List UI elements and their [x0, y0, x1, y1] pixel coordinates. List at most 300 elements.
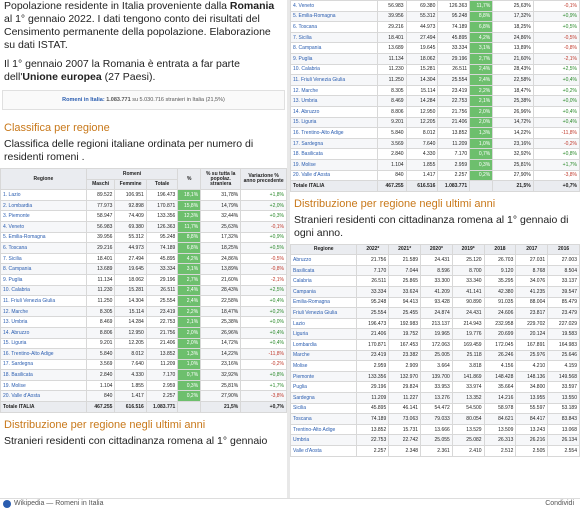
share-cell: 15,8%: [178, 200, 201, 211]
region-link[interactable]: 12. Marche: [1, 306, 87, 317]
region-link[interactable]: 20. Valle d'Aosta: [1, 391, 87, 402]
region-link[interactable]: 19. Molise: [1, 380, 87, 391]
share-cell: 12,3%: [178, 211, 201, 222]
table-row: [291, 287, 580, 298]
table-cell: 13.852: [146, 349, 177, 360]
region-link[interactable]: Lazio: [291, 318, 357, 329]
year-header[interactable]: 2020*: [421, 244, 453, 255]
table-cell: 33.334: [438, 43, 470, 54]
year-cell: 21.756: [357, 255, 389, 266]
table-cell: 3.569: [377, 138, 406, 149]
region-link[interactable]: Marche: [291, 350, 357, 361]
intro-text-rest: al 1° gennaio 2022. I dati tengono conto dei risultati del Censimento permanente della popolazione. Elaborazione su dati ISTAT.: [4, 13, 271, 51]
variation-cell: +0,4%: [533, 75, 579, 86]
year-cell: 19.776: [452, 329, 484, 340]
table-cell: 14,72%: [201, 338, 241, 349]
intro-text: Popolazione residente in Italia proveniente dalla: [4, 0, 230, 12]
table-cell: 4.330: [115, 370, 146, 381]
year-cell: 25.005: [421, 350, 453, 361]
region-link[interactable]: 8. Campania: [291, 43, 378, 54]
total-cell: [470, 181, 493, 192]
share-cell: 3,1%: [178, 264, 201, 275]
year-cell: 25.120: [452, 255, 484, 266]
table-row: [1, 243, 287, 254]
table-row: [291, 340, 580, 351]
header-variazione[interactable]: Variazione % anno precedente: [241, 169, 287, 190]
table-cell: 8.012: [406, 128, 438, 139]
year-cell: 24.431: [452, 308, 484, 319]
year-header[interactable]: 2017: [516, 244, 548, 255]
year-cell: 95.248: [357, 297, 389, 308]
table-cell: 9.201: [377, 117, 406, 128]
table-row: [291, 159, 580, 170]
share-cell: 11,7%: [470, 1, 493, 12]
year-cell: 90.890: [452, 297, 484, 308]
table-cell: 32,92%: [201, 370, 241, 381]
table-cell: 39.956: [86, 232, 115, 243]
region-link[interactable]: 18. Basilicata: [1, 370, 87, 381]
share-cell: 2,1%: [470, 96, 493, 107]
year-cell: 2.909: [389, 361, 421, 372]
header-percent[interactable]: %: [178, 169, 201, 190]
table-cell: 92.898: [115, 200, 146, 211]
table-cell: 44.973: [115, 243, 146, 254]
table-row: [291, 445, 580, 456]
total-label: Totale ITALIA: [291, 181, 378, 192]
table-cell: 840: [86, 391, 115, 402]
region-link[interactable]: 11. Friuli Venezia Giulia: [291, 75, 378, 86]
region-link[interactable]: Abruzzo: [291, 255, 357, 266]
year-cell: 213.137: [421, 318, 453, 329]
region-link[interactable]: 7. Sicilia: [291, 32, 378, 43]
region-link[interactable]: 10. Calabria: [291, 64, 378, 75]
region-link[interactable]: 12. Marche: [291, 85, 378, 96]
year-cell: 148.136: [516, 371, 548, 382]
share-cell: 0,3%: [470, 159, 493, 170]
bottom-page-title[interactable]: Wikipedia — Romeni in Italia: [14, 500, 104, 507]
total-row: [1, 402, 287, 413]
year-cell: 13.509: [484, 424, 516, 435]
year-header[interactable]: 2019*: [452, 244, 484, 255]
table-row: [291, 414, 580, 425]
region-link[interactable]: 8. Campania: [1, 264, 87, 275]
table-cell: 133.356: [146, 211, 177, 222]
year-cell: 34.800: [516, 382, 548, 393]
year-cell: 74.189: [357, 414, 389, 425]
year-cell: 229.702: [516, 318, 548, 329]
region-link[interactable]: 16. Trentino-Alto Adige: [291, 128, 378, 139]
table-cell: 27.494: [406, 32, 438, 43]
table-cell: 95.248: [146, 232, 177, 243]
table-cell: 12.950: [406, 106, 438, 117]
variation-cell: +0,0%: [241, 317, 287, 328]
summary-rest: su 5.030.716 stranieri in Italia (21,5%): [132, 97, 225, 103]
share-cell: 6,8%: [178, 243, 201, 254]
eu-link[interactable]: Unione europea: [22, 71, 102, 83]
year-cell: 26.246: [484, 350, 516, 361]
table-row: [291, 255, 580, 266]
variation-cell: -0,5%: [533, 32, 579, 43]
table-cell: 18,25%: [201, 243, 241, 254]
year-cell: 7.170: [357, 265, 389, 276]
table-row: [291, 149, 580, 160]
table-cell: 4.330: [406, 149, 438, 160]
total-cell: 616.516: [115, 402, 146, 413]
table-cell: 17,32%: [493, 11, 533, 22]
year-cell: 24.606: [484, 308, 516, 319]
table-cell: 21,60%: [201, 274, 241, 285]
region-link[interactable]: Lombardia: [291, 340, 357, 351]
table-cell: 14,22%: [201, 349, 241, 360]
table-row: [291, 265, 580, 276]
year-cell: 3.818: [452, 361, 484, 372]
table-cell: 1.104: [377, 159, 406, 170]
table-cell: 23.419: [438, 85, 470, 96]
table-row: [1, 285, 287, 296]
variation-cell: +0,4%: [533, 117, 579, 128]
table-cell: 19.645: [406, 43, 438, 54]
year-cell: 170.871: [357, 340, 389, 351]
share-cell: 2,2%: [178, 306, 201, 317]
share-cell: 3,1%: [470, 43, 493, 54]
region-link[interactable]: Valle d'Aosta: [291, 445, 357, 456]
region-link[interactable]: 4. Veneto: [1, 221, 87, 232]
table-row: [1, 274, 287, 285]
table-cell: 12.205: [406, 117, 438, 128]
year-header[interactable]: 2016: [548, 244, 580, 255]
share-cell: 2,4%: [178, 296, 201, 307]
distribuzione-heading: Distribuzione per regione negli ultimi anni: [294, 197, 496, 210]
year-cell: 24.874: [421, 308, 453, 319]
distribuzione-heading-left: Distribuzione per regione negli ultimi anni: [4, 418, 206, 431]
share-cell: 4,2%: [178, 253, 201, 264]
variation-cell: -0,2%: [533, 138, 579, 149]
year-cell: 25.082: [452, 435, 484, 446]
variation-cell: +0,2%: [533, 85, 579, 96]
region-link[interactable]: 3. Piemonte: [1, 211, 87, 222]
distribuzione-description-left: Stranieri residenti con cittadinanza romena al 1° gennaio: [4, 434, 268, 447]
table-cell: 2.959: [438, 159, 470, 170]
region-link[interactable]: 9. Puglia: [291, 53, 378, 64]
year-cell: 149.568: [548, 371, 580, 382]
table-row: [291, 403, 580, 414]
region-link[interactable]: Campania: [291, 287, 357, 298]
region-link[interactable]: Piemonte: [291, 371, 357, 382]
share-cell: 2,0%: [178, 338, 201, 349]
table-cell: 14.284: [115, 317, 146, 328]
region-link[interactable]: Basilicata: [291, 265, 357, 276]
region-link[interactable]: 7. Sicilia: [1, 253, 87, 264]
table-cell: 23,16%: [201, 359, 241, 370]
variation-cell: -11,8%: [533, 128, 579, 139]
summary-box: [2, 90, 285, 110]
year-cell: 2.410: [452, 445, 484, 456]
table-cell: 58.947: [86, 211, 115, 222]
table-cell: 33.334: [146, 264, 177, 275]
share-cell: 2,0%: [470, 106, 493, 117]
header-percent-stranieri[interactable]: % su tutta la popolaz. straniera: [201, 169, 241, 190]
table-cell: 74.189: [438, 22, 470, 33]
header-maschi[interactable]: Maschi: [86, 179, 115, 190]
region-link[interactable]: 18. Basilicata: [291, 149, 378, 160]
variation-cell: -2,1%: [533, 53, 579, 64]
table-cell: 55.312: [406, 11, 438, 22]
table-cell: 7.170: [438, 149, 470, 160]
table-cell: 170.871: [146, 200, 177, 211]
table-cell: 8.305: [377, 85, 406, 96]
region-link[interactable]: 17. Sardegna: [1, 359, 87, 370]
year-cell: 79.033: [421, 414, 453, 425]
table-row: [291, 329, 580, 340]
year-cell: 20.699: [484, 329, 516, 340]
header-femmine[interactable]: Femmine: [115, 179, 146, 190]
share-cell: 0,7%: [470, 149, 493, 160]
header-regione[interactable]: Regione: [1, 169, 87, 190]
region-link[interactable]: Liguria: [291, 329, 357, 340]
region-link[interactable]: 10. Calabria: [1, 285, 87, 296]
table-cell: 27,90%: [493, 170, 533, 181]
region-link[interactable]: 2. Lombardia: [1, 200, 87, 211]
year-cell: 80.054: [452, 414, 484, 425]
table-cell: 2.257: [146, 391, 177, 402]
table-cell: 29.216: [377, 22, 406, 33]
year-cell: 172.045: [484, 340, 516, 351]
year-cell: 33.624: [389, 287, 421, 298]
region-link[interactable]: 17. Sardegna: [291, 138, 378, 149]
year-cell: 29.196: [357, 382, 389, 393]
region-link[interactable]: 16. Trentino-Alto Adige: [1, 349, 87, 360]
table-row: [1, 211, 287, 222]
year-cell: 2.554: [548, 445, 580, 456]
table-cell: 45.895: [438, 32, 470, 43]
table-cell: 18.401: [377, 32, 406, 43]
region-link[interactable]: Puglia: [291, 382, 357, 393]
variation-cell: +0,8%: [533, 149, 579, 160]
year-cell: 15.731: [389, 424, 421, 435]
region-link[interactable]: 14. Abruzzo: [1, 327, 87, 338]
year-cell: 33.974: [452, 382, 484, 393]
variation-cell: +0,3%: [241, 211, 287, 222]
year-header[interactable]: 2022*: [357, 244, 389, 255]
table-row: [1, 317, 287, 328]
table-row: [1, 264, 287, 275]
summary-value: 1.083.771: [106, 97, 131, 103]
share-cell: 0,3%: [178, 380, 201, 391]
region-link[interactable]: 5. Emilia-Romagna: [1, 232, 87, 243]
year-cell: 41.209: [421, 287, 453, 298]
table-cell: 18.062: [406, 53, 438, 64]
variation-cell: +0,4%: [241, 296, 287, 307]
table-row: [291, 435, 580, 446]
year-cell: 13.276: [421, 393, 453, 404]
year-cell: 34.076: [516, 276, 548, 287]
region-link[interactable]: Sicilia: [291, 403, 357, 414]
region-link[interactable]: Emilia-Romagna: [291, 297, 357, 308]
share-cell: 2,2%: [470, 85, 493, 96]
table-cell: 29.196: [438, 53, 470, 64]
year-header[interactable]: 2021*: [389, 244, 421, 255]
eu-paragraph: [0, 58, 287, 84]
year-cell: 91.035: [484, 297, 516, 308]
region-link[interactable]: 19. Molise: [291, 159, 378, 170]
table-cell: 7.640: [406, 138, 438, 149]
region-link[interactable]: 15. Liguria: [291, 117, 378, 128]
table-row: [291, 297, 580, 308]
table-cell: 1.855: [406, 159, 438, 170]
table-cell: 19.645: [115, 264, 146, 275]
region-link[interactable]: 20. Valle d'Aosta: [291, 170, 378, 181]
table-cell: 13,89%: [201, 264, 241, 275]
region-link[interactable]: 11. Friuli Venezia Giulia: [1, 296, 87, 307]
region-link[interactable]: 15. Liguria: [1, 338, 87, 349]
table-row: [291, 393, 580, 404]
variation-cell: -3,8%: [241, 391, 287, 402]
table-row: [291, 96, 580, 107]
table-cell: 1.417: [406, 170, 438, 181]
share-cell: 0,7%: [178, 370, 201, 381]
year-cell: 19.583: [548, 329, 580, 340]
variation-cell: +2,5%: [533, 64, 579, 75]
year-cell: 2.361: [421, 445, 453, 456]
table-row: [291, 382, 580, 393]
share-cell: 1,3%: [470, 128, 493, 139]
year-cell: 132.970: [389, 371, 421, 382]
region-link[interactable]: Calabria: [291, 276, 357, 287]
year-cell: 13.550: [548, 393, 580, 404]
variation-cell: +0,9%: [533, 11, 579, 22]
year-cell: 133.356: [357, 371, 389, 382]
share-cell: 2,1%: [178, 317, 201, 328]
table-cell: 26,96%: [493, 106, 533, 117]
region-link[interactable]: 13. Umbria: [291, 96, 378, 107]
share-cell: 8,8%: [178, 232, 201, 243]
year-cell: 2.512: [484, 445, 516, 456]
year-cell: 27.003: [548, 255, 580, 266]
table-cell: 23,16%: [493, 138, 533, 149]
region-link[interactable]: Sardegna: [291, 393, 357, 404]
table-cell: 21,60%: [493, 53, 533, 64]
eu-text: Il 1° gennaio 2007 la Romania è entrata a far parte dell': [4, 58, 240, 83]
table-row: [1, 338, 287, 349]
share-cell: 18,1%: [178, 190, 201, 201]
header-totale[interactable]: Totale: [146, 179, 177, 190]
region-link[interactable]: 6. Toscana: [291, 22, 378, 33]
table-cell: 2.840: [377, 149, 406, 160]
table-cell: 15.281: [406, 64, 438, 75]
year-header[interactable]: 2018: [484, 244, 516, 255]
table-row: [1, 232, 287, 243]
table-cell: 18,47%: [201, 306, 241, 317]
yearly-distribution-table: [290, 244, 580, 457]
table-cell: 22,58%: [493, 75, 533, 86]
year-cell: 26.313: [484, 435, 516, 446]
table-cell: 28,43%: [493, 64, 533, 75]
share-link[interactable]: Condividi: [545, 500, 574, 507]
table-cell: 25,38%: [493, 96, 533, 107]
total-cell: 467.255: [377, 181, 406, 192]
year-cell: 4.159: [548, 361, 580, 372]
year-cell: 84.621: [484, 414, 516, 425]
table-cell: 31,78%: [201, 190, 241, 201]
region-link[interactable]: 13. Umbria: [1, 317, 87, 328]
share-cell: 2,7%: [470, 53, 493, 64]
table-cell: 69.380: [115, 221, 146, 232]
share-cell: 2,4%: [178, 285, 201, 296]
total-cell: 467.255: [86, 402, 115, 413]
table-cell: 13.689: [377, 43, 406, 54]
table-cell: 1.855: [115, 380, 146, 391]
table-cell: 7.170: [146, 370, 177, 381]
table-cell: 15.114: [406, 85, 438, 96]
year-cell: 41.141: [452, 287, 484, 298]
region-link[interactable]: Trentino-Alto Adige: [291, 424, 357, 435]
region-link[interactable]: 14. Abruzzo: [291, 106, 378, 117]
table-cell: 9.201: [86, 338, 115, 349]
region-link[interactable]: 1. Lazio: [1, 190, 87, 201]
table-cell: 23.419: [146, 306, 177, 317]
table-cell: 21.756: [438, 106, 470, 117]
region-link[interactable]: Umbria: [291, 435, 357, 446]
table-cell: 18,25%: [493, 22, 533, 33]
classifica-description: Classifica delle regioni italiane ordinata per numero di residenti romeni .: [4, 138, 254, 163]
table-cell: 26,96%: [201, 327, 241, 338]
table-cell: 12.950: [115, 327, 146, 338]
year-cell: 41.235: [516, 287, 548, 298]
table-cell: 26.511: [438, 64, 470, 75]
variation-cell: -0,8%: [241, 264, 287, 275]
region-link[interactable]: 9. Puglia: [1, 274, 87, 285]
year-cell: 26.134: [548, 435, 580, 446]
region-link[interactable]: Molise: [291, 361, 357, 372]
region-link[interactable]: 6. Toscana: [1, 243, 87, 254]
region-link[interactable]: 5. Emilia-Romagna: [291, 11, 378, 22]
share-cell: 1,0%: [178, 359, 201, 370]
table-cell: 14.304: [115, 296, 146, 307]
year-cell: 46.141: [389, 403, 421, 414]
year-cell: 19.752: [389, 329, 421, 340]
year-cell: 139.700: [421, 371, 453, 382]
variation-cell: -0,1%: [533, 1, 579, 12]
year-cell: 25.554: [357, 308, 389, 319]
table-cell: 11.209: [438, 138, 470, 149]
table-cell: 26.511: [146, 285, 177, 296]
variation-cell: -0,1%: [241, 221, 287, 232]
table-row: [291, 106, 580, 117]
year-header-regione[interactable]: Regione: [291, 244, 357, 255]
year-cell: 13.955: [516, 393, 548, 404]
total-cell: +0,7%: [533, 181, 579, 192]
year-cell: 148.428: [484, 371, 516, 382]
table-cell: 8.806: [377, 106, 406, 117]
variation-cell: +2,5%: [241, 285, 287, 296]
year-cell: 2.505: [516, 445, 548, 456]
table-cell: 56.983: [86, 221, 115, 232]
year-cell: 85.479: [548, 297, 580, 308]
region-link[interactable]: Toscana: [291, 414, 357, 425]
year-cell: 3.664: [421, 361, 453, 372]
region-link[interactable]: Friuli Venezia Giulia: [291, 308, 357, 319]
regions-table: [0, 168, 287, 413]
romania-link[interactable]: Romania: [229, 0, 275, 12]
year-cell: 33.340: [452, 276, 484, 287]
table-cell: 11.250: [86, 296, 115, 307]
table-cell: 126.363: [438, 1, 470, 12]
table-cell: 21.406: [146, 338, 177, 349]
year-cell: 11.209: [357, 393, 389, 404]
region-link[interactable]: 4. Veneto: [291, 1, 378, 12]
year-cell: 33.300: [421, 276, 453, 287]
year-cell: 13.852: [357, 424, 389, 435]
